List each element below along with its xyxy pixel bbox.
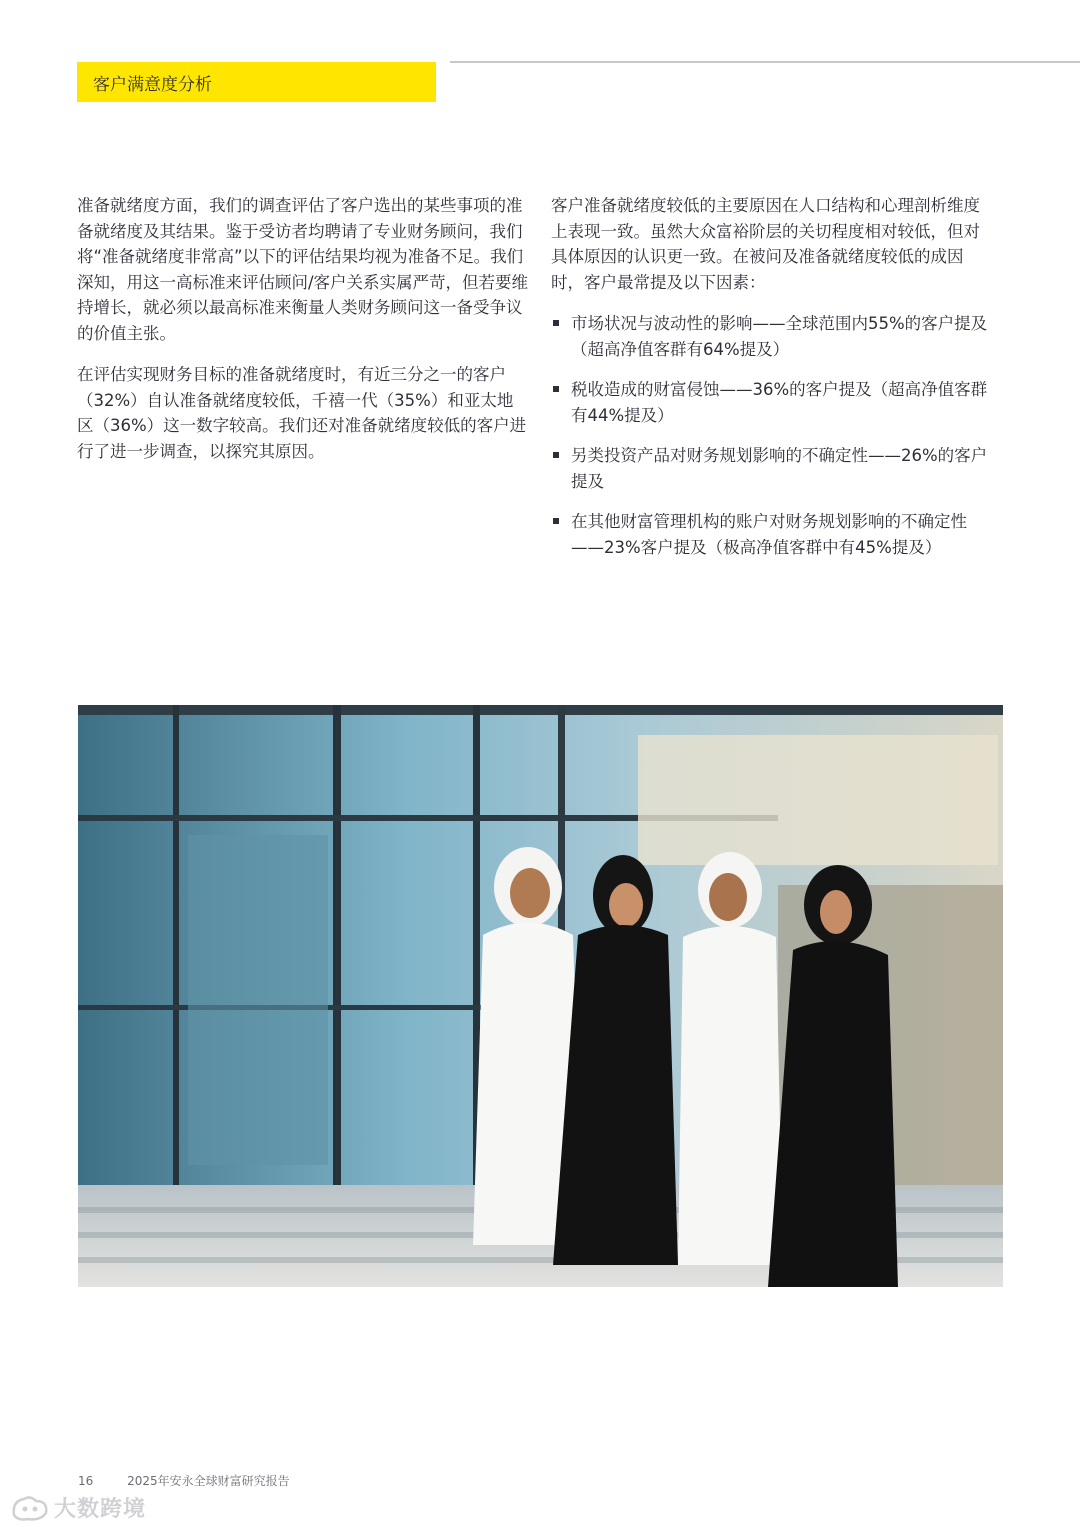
page-number: 16 [78,1474,94,1488]
list-item-text: 税收造成的财富侵蚀——36%的客户提及（超高净值客群有44%提及） [571,380,988,425]
bullet-square-icon [553,386,559,392]
bullet-square-icon [553,452,559,458]
header-rule [450,61,1080,63]
right-text-column [551,193,991,575]
list-item [551,443,991,494]
intro-paragraph: 客户准备就绪度较低的主要原因在人口结构和心理剖析维度上表现一致。虽然大众富裕阶层的关切程度相对较低，但对具体原因的认识更一致。在被问及准备就绪度较低的成因时，客户最常提及以下因素： [551,196,980,292]
photo-illustration [78,705,1003,1287]
left-text-column [77,193,529,480]
watermark-text: 大数跨境 [54,1497,147,1522]
watermark [10,1492,146,1523]
list-item [551,311,991,362]
paragraph: 准备就绪度方面，我们的调查评估了客户选出的某些事项的准备就绪度及其结果。鉴于受访者均聘请了专业财务顾问，我们将“准备就绪度非常高”以下的评估结果均视为准备不足。我们深知，用这一高标准来评估顾问/客户关系实属严苛，但若要维持增长，就必须以最高标准来衡量人类财务顾问这一备受争议的价值主张。 [77,196,529,343]
bullet-square-icon [553,518,559,524]
report-title: 2025年安永全球财富研究报告 [127,1474,290,1488]
list-item-text: 另类投资产品对财务规划影响的不确定性——26%的客户提及 [571,446,988,491]
watermark-logo-icon [10,1493,50,1523]
list-item-text: 市场状况与波动性的影响——全球范围内55%的客户提及（超高净值客群有64%提及） [571,314,988,359]
list-item [551,509,991,560]
list-item [551,377,991,428]
section-title-tag [77,62,436,102]
photo-people-walking [78,705,1003,1287]
page-footer [78,1472,290,1489]
paragraph: 在评估实现财务目标的准备就绪度时，有近三分之一的客户（32%）自认准备就绪度较低，千禧一代（35%）和亚太地区（36%）这一数字较高。我们还对准备就绪度较低的客户进行了进一步调查，以探究其原因。 [77,365,527,461]
section-title: 客户满意度分析 [93,74,212,95]
list-item-text: 在其他财富管理机构的账户对财务规划影响的不确定性——23%客户提及（极高净值客群中有45%提及） [571,512,967,557]
factor-list [551,311,991,560]
bullet-square-icon [553,320,559,326]
